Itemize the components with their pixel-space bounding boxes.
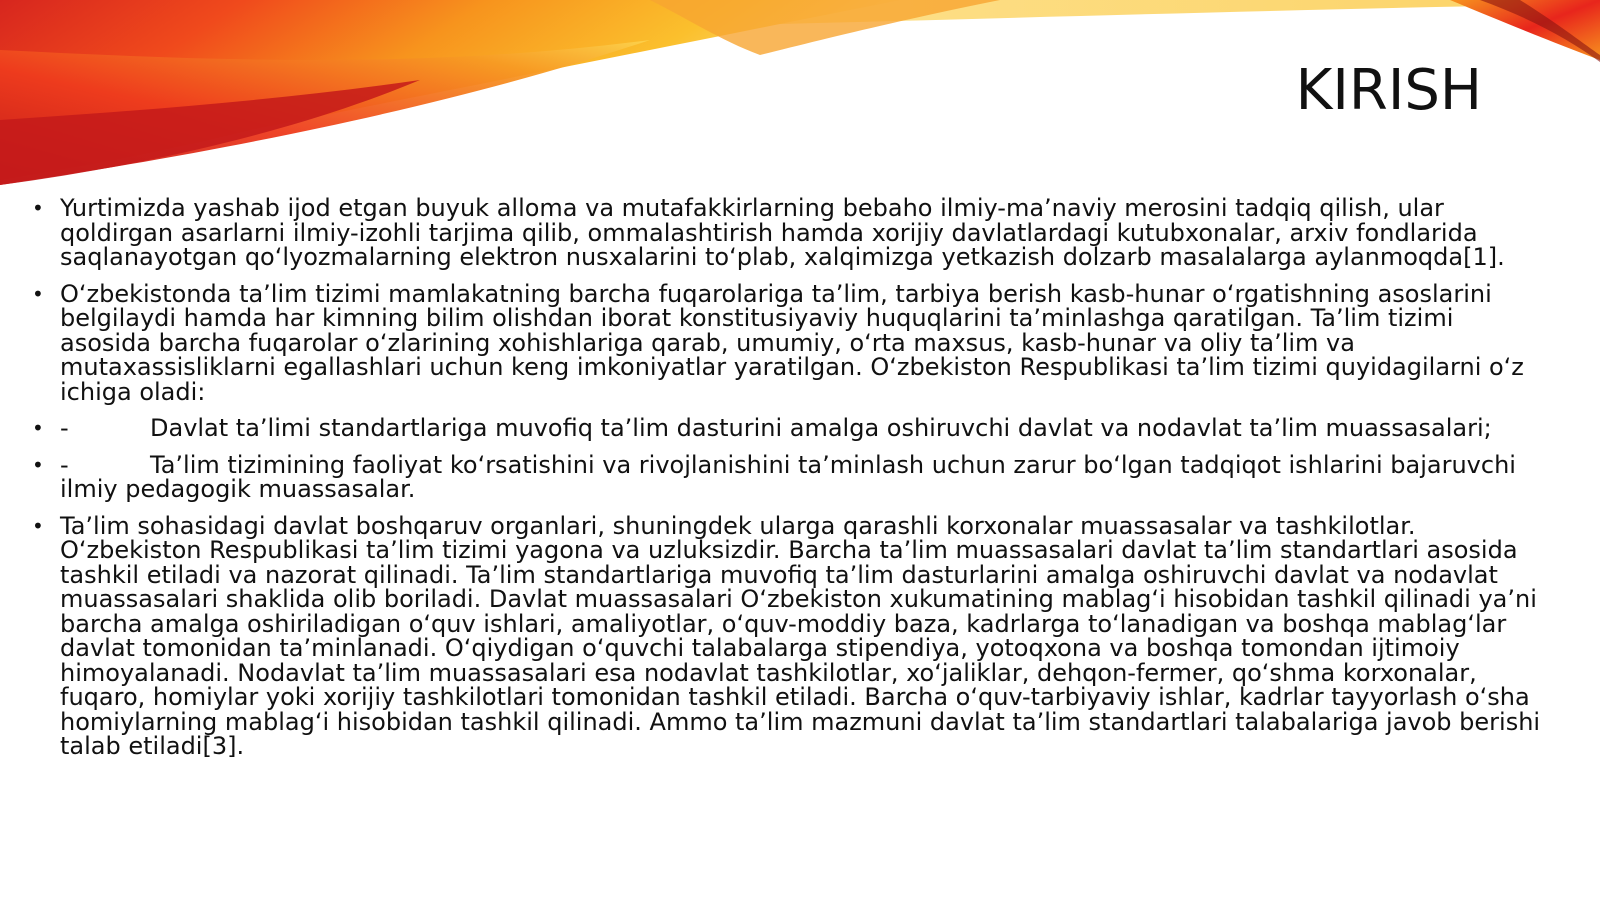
bullet-icon: • [32,416,44,440]
list-item-dash: - [60,414,69,442]
bullet-icon: • [32,513,44,538]
list-item-text: Ta’lim tizimining faoliyat ko‘rsatishini va rivojlanishini ta’minlash uchun zarur bo‘lgan tadqiqot ishlarini bajaruvchi ilmiy pedagogik muassasalar. [60,450,1516,503]
list-item-text: O‘zbekistonda ta’lim tizimi mamlakatning barcha fuqarolariga ta’lim, tarbiya berish kasb-hunar o‘rgatishning asoslarini belgilaydi hamda har kimning bilim olishdan iborat konstitusiyaviy huquqlarini ta’minlashga qaratilgan. Ta’lim tizimi asosida barcha fuqarolar o‘zlarining xohishlariga qarab, umumiy, o‘rta maxsus, kasb-hunar va oliy ta’lim va mutaxassisliklarni egallashlari uchun keng imkoniyatlar yaratilgan. O‘zbekiston Respublikasi ta’lim tizimi quyidagilarni o‘z ichiga oladi: [60,279,1524,406]
list-item [30,196,1550,270]
list-item-dash: - [60,450,69,479]
list-item [30,511,1550,760]
slide-title: KIRISH [1295,58,1482,123]
bullet-icon: • [32,196,44,220]
list-item-text: Yurtimizda yashab ijod etgan buyuk alloma va mutafakkirlarning bebaho ilmiy-ma’naviy merosini tadqiq qilish, ular qoldirgan asarlarni ilmiy-izohli tarjima qilib, ommalashtirish hamda xorijiy davlatlardagi kutubxonalar, arxiv fondlarida saqlanayotgan qo‘lyozmalarning elektron nusxalarini to‘plab, xalqimizga yetkazish dolzarb masalalarga aylanmoqda[1]. [60,194,1505,271]
bullet-icon: • [32,452,44,477]
list-item [30,416,1550,441]
list-item [30,279,1550,406]
list-item [30,450,1550,503]
list-item-text: Ta’lim sohasidagi davlat boshqaruv organlari, shuningdek ularga qarashli korxonalar muassasalar va tashkilotlar. O‘zbekiston Respublikasi ta’lim tizimi yagona va uzluksizdir. Barcha ta’lim muassasalari davlat ta’lim standartlari asosida tashkil etiladi va nazorat qilinadi. Ta’lim standartlariga muvofiq ta’lim dasturlarini amalga oshiruvchi davlat va nodavlat muassasalari shaklida olib boriladi. Davlat muassasalari O‘zbekiston xukumatining mablag‘i hisobidan tashkil qilinadi ya’ni barcha amalga oshiriladigan o‘quv ishlari, amaliyotlar, o‘quv-moddiy baza, kadrlarga to‘lanadigan va boshqa mablag‘lar davlat tomonidan ta’minlanadi. O‘qiydigan o‘quvchi talabalarga stipendiya, yotoqxona va boshqa tomondan ijtimoiy himoyalanadi. Nodavlat ta’lim muassasalari esa nodavlat tashkilotlar, xo‘jaliklar, dehqon-fermer, qo‘shma korxonalar, fuqaro, homiylar yoki xorijiy tashkilotlari tomonidan tashkil etiladi. Barcha o‘quv-tarbiyaviy ishlar, kadrlar tayyorlash o‘sha homiylarning mablag‘i hisobidan tashkil qilinadi. Ammo ta’lim mazmuni davlat ta’lim standartlari talabalariga javob berishi talab etiladi[3]. [60,511,1541,760]
list-item-text: Davlat ta’limi standartlariga muvofiq ta’lim dasturini amalga oshiruvchi davlat va nodavlat ta’lim muassasalari; [150,414,1492,442]
content-bullet-list [30,196,1550,771]
bullet-icon: • [32,281,44,306]
